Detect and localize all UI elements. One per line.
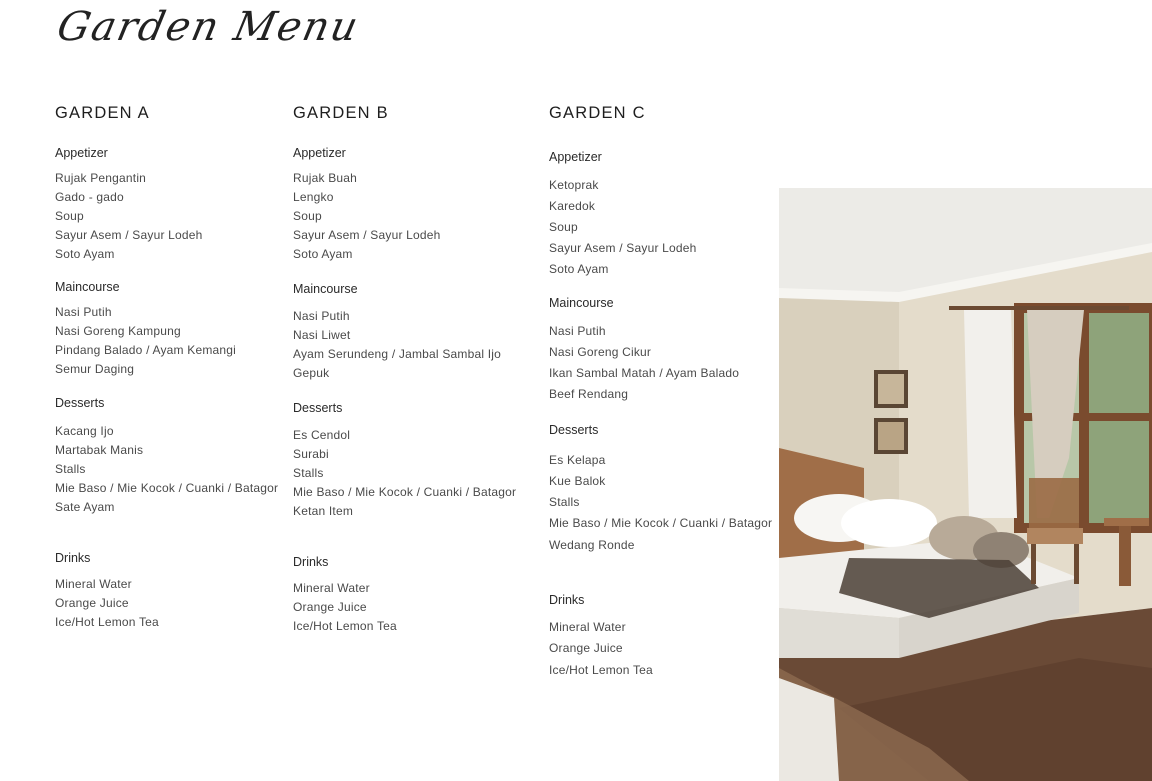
menu-item: Wedang Ronde — [549, 538, 635, 552]
menu-item: Es Cendol — [293, 428, 351, 442]
menu-item: Sayur Asem / Sayur Lodeh — [293, 228, 441, 242]
menu-item: Mineral Water — [293, 581, 370, 595]
garden-a-drinks-title: Drinks — [55, 551, 91, 565]
menu-item: Gado - gado — [55, 190, 124, 204]
menu-item: Mie Baso / Mie Kocok / Cuanki / Batagor — [55, 481, 279, 495]
menu-item: Ikan Sambal Matah / Ayam Balado — [549, 366, 740, 380]
menu-item: Nasi Putih — [293, 309, 350, 323]
menu-item: Sate Ayam — [55, 500, 115, 514]
garden-c-appetizer-title: Appetizer — [549, 150, 602, 164]
menu-item: Stalls — [55, 462, 86, 476]
menu-item: Surabi — [293, 447, 329, 461]
menu-item: Gepuk — [293, 366, 330, 380]
menu-item: Karedok — [549, 199, 596, 213]
menu-item: Nasi Liwet — [293, 328, 351, 342]
garden-a-heading: GARDEN A — [55, 104, 150, 122]
menu-item: Orange Juice — [55, 596, 129, 610]
garden-b-column — [293, 104, 517, 633]
menu-item: Soto Ayam — [293, 247, 353, 261]
garden-b-maincourse-title: Maincourse — [293, 282, 358, 296]
menu-item: Beef Rendang — [549, 387, 629, 401]
menu-item: Sayur Asem / Sayur Lodeh — [549, 241, 697, 255]
menu-item: Mineral Water — [55, 577, 132, 591]
garden-a-desserts-title: Desserts — [55, 396, 105, 410]
garden-c-desserts-title: Desserts — [549, 423, 599, 437]
menu-item: Soup — [293, 209, 322, 223]
menu-item: Ketan Item — [293, 504, 354, 518]
menu-item: Soto Ayam — [549, 262, 609, 276]
bedroom-photo — [779, 188, 1152, 781]
menu-item: Mie Baso / Mie Kocok / Cuanki / Batagor — [549, 516, 773, 530]
garden-a-maincourse-title: Maincourse — [55, 280, 120, 294]
menu-item: Martabak Manis — [55, 443, 144, 457]
menu-item: Pindang Balado / Ayam Kemangi — [55, 343, 237, 357]
garden-c-column — [549, 104, 773, 677]
menu-item: Ayam Serundeng / Jambal Sambal Ijo — [293, 347, 502, 361]
menu-item: Es Kelapa — [549, 453, 606, 467]
menu-item: Orange Juice — [293, 600, 367, 614]
garden-b-heading: GARDEN B — [293, 104, 389, 122]
garden-c-heading: GARDEN C — [549, 104, 646, 122]
menu-item: Sayur Asem / Sayur Lodeh — [55, 228, 203, 242]
page-title: Garden Menu — [53, 4, 364, 50]
garden-a-appetizer-title: Appetizer — [55, 146, 108, 160]
menu-item: Mineral Water — [549, 620, 626, 634]
garden-b-appetizer-title: Appetizer — [293, 146, 346, 160]
menu-item: Kue Balok — [549, 474, 606, 488]
menu-item: Nasi Goreng Cikur — [549, 345, 652, 359]
menu-item: Stalls — [549, 495, 580, 509]
menu-item: Ice/Hot Lemon Tea — [55, 615, 159, 629]
menu-item: Stalls — [293, 466, 324, 480]
garden-b-desserts-title: Desserts — [293, 401, 343, 415]
menu-item: Ice/Hot Lemon Tea — [293, 619, 397, 633]
menu-item: Ketoprak — [549, 178, 599, 192]
menu-item: Orange Juice — [549, 641, 623, 655]
menu-item: Soto Ayam — [55, 247, 115, 261]
menu-item: Nasi Putih — [55, 305, 112, 319]
menu-item: Nasi Goreng Kampung — [55, 324, 181, 338]
menu-item: Semur Daging — [55, 362, 135, 376]
menu-item: Rujak Pengantin — [55, 171, 147, 185]
menu-item: Kacang Ijo — [55, 424, 114, 438]
menu-item: Nasi Putih — [549, 324, 606, 338]
menu-item: Lengko — [293, 190, 334, 204]
menu-item: Soup — [55, 209, 84, 223]
menu-item: Rujak Buah — [293, 171, 358, 185]
menu-item: Mie Baso / Mie Kocok / Cuanki / Batagor — [293, 485, 517, 499]
garden-b-drinks-title: Drinks — [293, 555, 329, 569]
menu-item: Soup — [549, 220, 578, 234]
garden-c-drinks-title: Drinks — [549, 593, 585, 607]
garden-c-maincourse-title: Maincourse — [549, 296, 614, 310]
garden-a-column — [55, 104, 279, 629]
menu-item: Ice/Hot Lemon Tea — [549, 663, 653, 677]
